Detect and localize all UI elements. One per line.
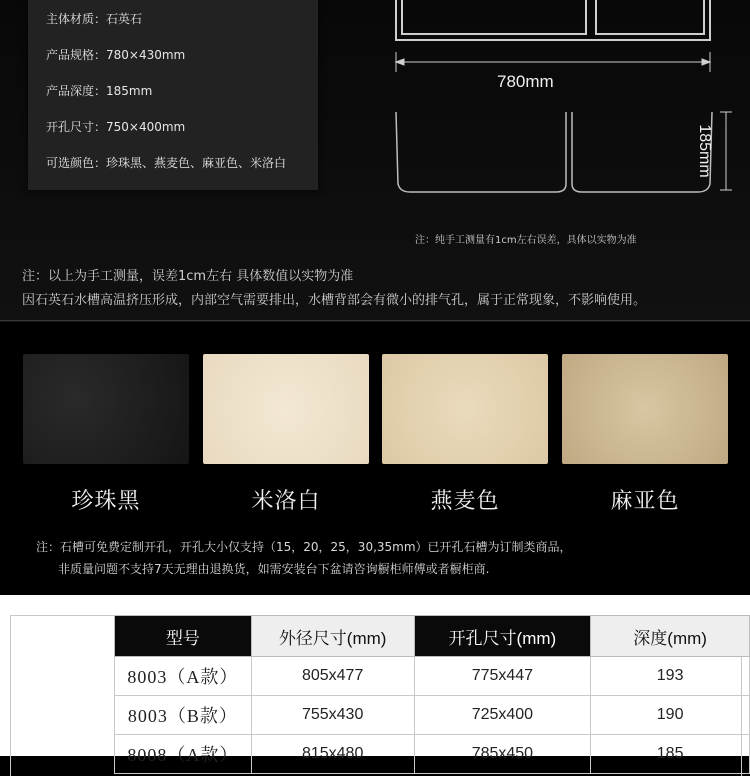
sink-top-view xyxy=(396,0,710,40)
depth-label: 185mm xyxy=(696,124,713,178)
size-table-section xyxy=(0,595,750,765)
cell-outer-size: 805x477 xyxy=(251,657,414,696)
header-cutout-size: 开孔尺寸(mm) xyxy=(414,616,591,657)
size-table xyxy=(114,615,750,774)
air-hole-note: 因石英石水槽高温挤压形成，内部空气需要排出，水槽背部会有微小的排气孔，属于正常现象，不影响使用。 xyxy=(22,293,647,308)
sink-side-view xyxy=(396,112,712,192)
spec-section xyxy=(0,0,750,322)
cell-depth: 190 xyxy=(591,696,750,735)
spec-depth: 产品深度：185mm xyxy=(46,84,153,98)
header-model: 型号 xyxy=(115,616,252,657)
cell-model: 8008（A款） xyxy=(115,735,252,774)
color-swatches xyxy=(0,322,750,595)
table-row xyxy=(115,735,750,774)
measurement-note: 注：以上为手工测量，误差1cm左右 具体数值以实物为准 xyxy=(22,269,354,284)
cell-outer-size: 815x480 xyxy=(251,735,414,774)
table-header-row xyxy=(115,616,750,657)
diagram-note: 注：纯手工测量有1cm左右误差，具体以实物为准 xyxy=(415,235,637,246)
header-depth: 深度(mm) xyxy=(591,616,750,657)
cell-cutout-size: 775x447 xyxy=(414,657,591,696)
spec-panel xyxy=(28,0,318,190)
swatch-maya xyxy=(562,354,728,464)
cell-cutout-size: 725x400 xyxy=(414,696,591,735)
width-dimension-line xyxy=(396,52,710,72)
cell-outer-size: 755x430 xyxy=(251,696,414,735)
swatch-label: 米洛白 xyxy=(251,489,321,514)
table-row xyxy=(115,657,750,696)
swatch-pearl-black xyxy=(23,354,189,464)
width-label: 780mm xyxy=(497,72,554,91)
header-outer-size: 外径尺寸(mm) xyxy=(251,616,414,657)
cell-cutout-size: 785x450 xyxy=(414,735,591,774)
swatch-label: 燕麦色 xyxy=(430,489,500,514)
cell-depth: 185 xyxy=(591,735,750,774)
table-row xyxy=(115,696,750,735)
swatch-label: 珍珠黑 xyxy=(71,489,141,514)
cell-model: 8003（A款） xyxy=(115,657,252,696)
section-divider xyxy=(0,320,750,321)
swatch-milo-white xyxy=(203,354,369,464)
customization-note: 注：石槽可免费定制开孔，开孔大小仅支持（15，20，25，30,35mm）已开孔石槽为订制类商品， xyxy=(36,540,572,554)
cell-depth: 193 xyxy=(591,657,750,696)
depth-dimension-line xyxy=(720,112,732,190)
swatch-oat xyxy=(382,354,548,464)
cell-model: 8003（B款） xyxy=(115,696,252,735)
return-policy-note: 非质量问题不支持7天无理由退换货，如需安装台下盆请咨询橱柜师傅或者橱柜商. xyxy=(58,562,490,576)
spec-cutout: 开孔尺寸：750×400mm xyxy=(46,120,186,134)
spec-material: 主体材质：石英石 xyxy=(46,12,143,26)
spec-colors: 可选颜色：珍珠黑、燕麦色、麻亚色、米洛白 xyxy=(46,156,287,170)
swatch-label: 麻亚色 xyxy=(610,489,680,514)
spec-size: 产品规格：780×430mm xyxy=(46,48,186,62)
